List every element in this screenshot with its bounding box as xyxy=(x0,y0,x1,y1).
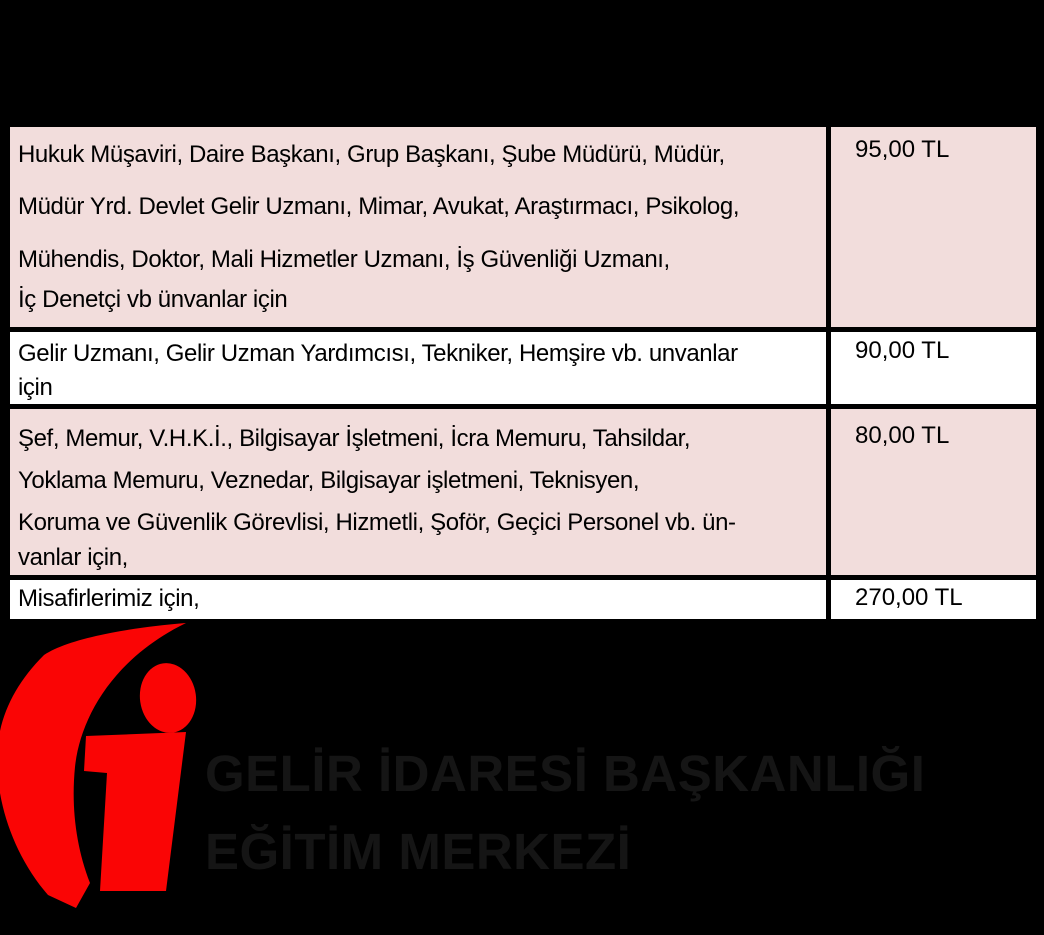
table-row-2-titles xyxy=(10,332,826,404)
row-3-line-2: Yoklama Memuru, Veznedar, Bilgisayar işletmeni, Teknisyen, xyxy=(18,467,640,494)
row-1-line-3: Mühendis, Doktor, Mali Hizmetler Uzmanı, İş Güvenliği Uzmanı, xyxy=(18,246,670,273)
row-1-line-4: İç Denetçi vb ünvanlar için xyxy=(18,286,288,313)
org-name-line-2: EĞİTİM MERKEZİ xyxy=(205,823,632,880)
table-row-1-titles xyxy=(10,127,826,327)
table-row-3-price: 80,00 TL xyxy=(831,409,1036,575)
table-row-4-titles xyxy=(10,580,826,619)
table-row-4-price: 270,00 TL xyxy=(831,580,1036,619)
row-3-line-4: vanlar için, xyxy=(18,544,128,571)
row-3-line-1: Şef, Memur, V.H.K.İ., Bilgisayar İşletmeni, İcra Memuru, Tahsildar, xyxy=(18,425,691,452)
row-3-line-3: Koruma ve Güvenlik Görevlisi, Hizmetli, Şoför, Geçici Personel vb. ün- xyxy=(18,509,736,536)
table-row-1-price: 95,00 TL xyxy=(831,127,1036,327)
org-name-line-1: GELİR İDARESİ BAŞKANLIĞI xyxy=(205,745,926,802)
table-row-2-price: 90,00 TL xyxy=(831,332,1036,404)
row-4-line-1: Misafirlerimiz için, xyxy=(18,585,200,612)
gib-logo-icon xyxy=(0,615,200,908)
row-2-line-2: için xyxy=(18,374,53,401)
price-table xyxy=(10,127,1036,619)
table-row-3-titles xyxy=(10,409,826,575)
logo-i-dot xyxy=(135,659,200,736)
row-1-line-1: Hukuk Müşaviri, Daire Başkanı, Grup Başkanı, Şube Müdürü, Müdür, xyxy=(18,141,725,168)
row-1-line-2: Müdür Yrd. Devlet Gelir Uzmanı, Mimar, Avukat, Araştırmacı, Psikolog, xyxy=(18,193,740,220)
logo-i-body xyxy=(84,732,186,891)
row-2-line-1: Gelir Uzmanı, Gelir Uzman Yardımcısı, Tekniker, Hemşire vb. unvanlar xyxy=(18,340,738,367)
